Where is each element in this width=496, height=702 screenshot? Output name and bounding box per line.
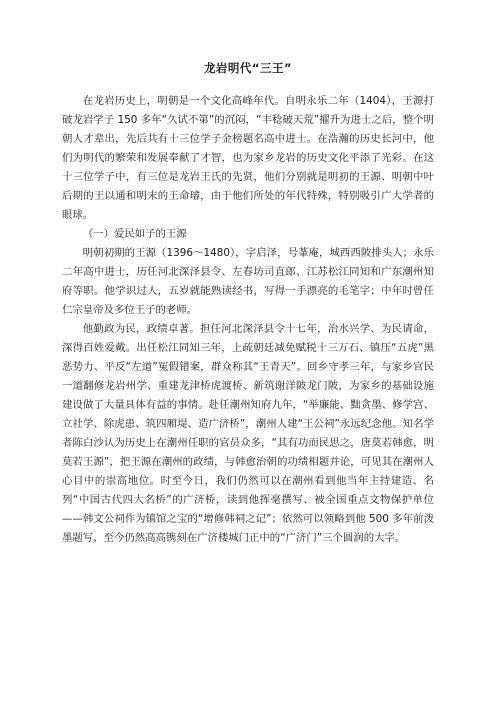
section-paragraph-1: 明朝初期的王源（1396～1480），字启泽，号莑庵，城西西陂排头人；永乐二年高中进士，历任河北深泽县令、左春坊司直郎、江苏松江同知和广东潮州知府等职。他学识过人，五岁就能熟读经书，写得一手漂亮的毛笔字；中年时曾任仁宗皇帝及多位王子的老师。 [62, 247, 434, 316]
document-title: 龙岩明代“三王” [203, 61, 293, 75]
section-heading: （一）爱民如子的王源 [82, 228, 187, 240]
section-paragraph-2: 他勤政为民，政绩卓著。担任河北深泽县令十七年，治水兴学、为民请命，深得百姓爱戴。出任松江同知三年，上疏朝廷减免赋税十三万石、镇压“五虎”黑恶势力、平反“左道”冤假错案，群众称其“王青天”。回乡守孝三年，与家乡官民一道翻修龙岩州学、重建龙津桥虎渡桥、新筑谢洋陂龙门陂，为家乡的基础设施建设做了大量具体有益的事情。赴任潮州知府九年，“举廉能、黜贪墨、修学宫、立社学、除虎患、筑四厢堤、造广济桥”，潮州人建“王公祠”永远纪念他。知名学者陈白沙认为历史上在潮州任职的官员众多，“其有功而民思之，唐莫若韩愈，明莫若王源”，把王源在潮州的政绩，与韩愈治朝的功绩相题并论，可见其在潮州人心目中的崇高地位。时至今日，我们仍然可以在潮州看到他当年主持建造、名列“中国古代四大名桥”的广济桥，读到他挥毫撰写、被全国重点文物保护单位——韩文公祠作为镇馆之宝的“增修韩祠之记”；依然可以领略到他 500 多年前泼墨题写、至今仍然高高镌刻在广济楼城门正中的“广济门”三个圆润的大字。 [62, 323, 434, 544]
document-page [62, 60, 434, 548]
intro-paragraph: 在龙岩历史上，明朝是一个文化高峰年代。自明永乐二年（1404），王源打破龙岩学子 150 多年“久试不第”的沉闷，“丰稔破天荒”擢升为进士之后，整个明朝人才辈出，先后共有十三位学子金榜题名高中进士。在浩瀚的历史长河中，他们为明代的繁荣和发展奉献了才智，也为家乡龙岩的历史文化平添了光彩。在这十三位学子中，有三位是龙岩王氏的先贤，他们分别就是明初的王源、明朝中叶后期的王以通和明末的王命璿，由于他们所处的年代特殊，特别吸引广大学者的眼球。 [62, 95, 434, 221]
